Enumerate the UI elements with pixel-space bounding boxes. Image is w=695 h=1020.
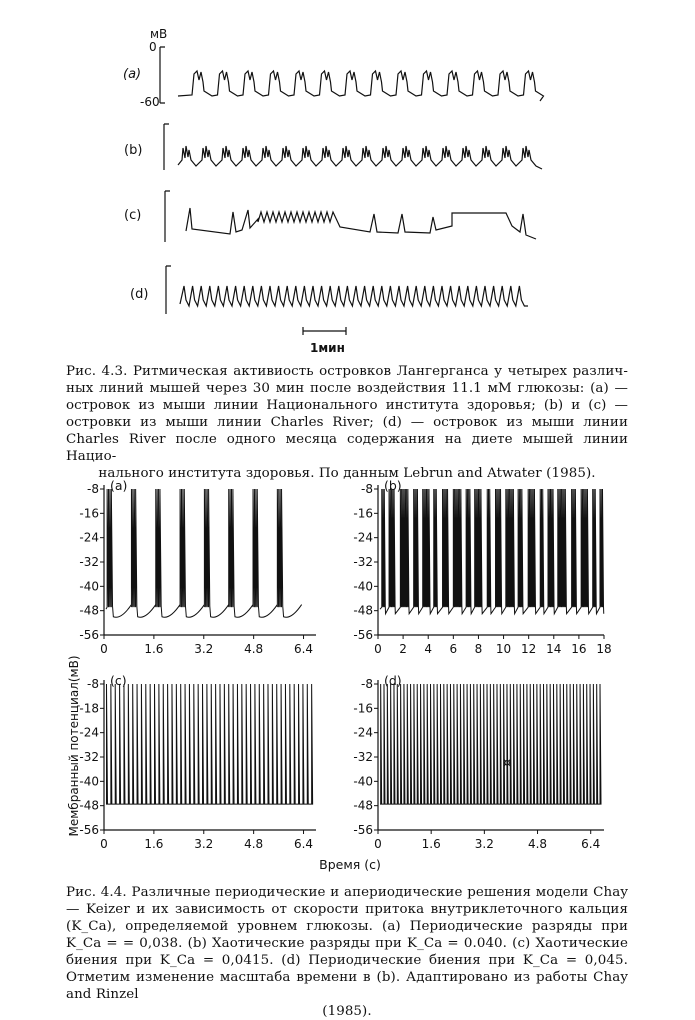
caption-4-3: [66, 363, 628, 482]
trace-d: [380, 684, 601, 804]
x-tick-label: 6.4: [293, 837, 314, 851]
trace-brackets: [160, 47, 171, 314]
y-top-label: 0: [149, 40, 157, 54]
trace-c: [106, 684, 313, 804]
trace-b: [178, 146, 542, 169]
x-tick-label: 18: [596, 642, 612, 656]
x-tick-label: 1.6: [144, 642, 164, 656]
y-tick-label: -56: [353, 823, 373, 837]
y-tick-label: -24: [353, 725, 373, 740]
y-tick-label: -48: [353, 798, 373, 813]
y-tick-label: -48: [353, 603, 373, 618]
x-tick-label: 4.8: [527, 837, 548, 851]
y-tick-label: -56: [79, 628, 99, 642]
y-axis-title: Мембранный потенциал(мВ): [67, 655, 81, 837]
caption-line: (1985).: [322, 1004, 372, 1019]
caption-line: ных линий мышей через 30 мин после воздействия 11.1 мМ глюкозы: (a) —: [66, 381, 628, 396]
x-tick-label: 2: [399, 642, 407, 656]
figure-4-3: [0, 0, 695, 360]
trace-a: [106, 489, 302, 617]
caption-line: Keizer и их зависимость от скорости притока внутриклеточного кальция: [85, 902, 628, 917]
y-tick-label: -48: [79, 798, 99, 813]
x-tick-label: 10: [495, 642, 512, 656]
x-tick-label: 4: [424, 642, 433, 656]
caption-line: при K_Ca = 0,0415. (d) Периодические биения при K_Ca = 0,045. Отметим: [66, 953, 628, 985]
y-tick-label: -8: [361, 482, 373, 496]
trace-label-a: (a): [123, 67, 142, 82]
x-tick-label: 0: [374, 642, 382, 656]
marker-symbol: ¤: [503, 756, 512, 771]
y-tick-label: -32: [79, 750, 99, 764]
trace-c: [186, 208, 536, 239]
trace-label-c: (c): [124, 208, 142, 223]
y-tick-label: -32: [79, 555, 99, 569]
y-tick-label: -56: [79, 823, 99, 837]
x-tick-label: 3.2: [194, 642, 214, 656]
x-axis-title: Время (с): [319, 857, 381, 872]
y-tick-label: -16: [353, 701, 373, 716]
panel-title: (a): [110, 478, 128, 493]
y-tick-label: -16: [353, 506, 373, 521]
panel-title: (d): [384, 673, 402, 688]
time-scale-label: 1мин: [310, 341, 345, 355]
x-tick-label: 4.8: [244, 837, 264, 851]
y-tick-label: -40: [79, 774, 99, 789]
y-tick-label: -24: [79, 530, 99, 545]
panel-title: (c): [110, 673, 127, 688]
y-tick-label: -40: [353, 774, 373, 789]
x-tick-label: 8: [474, 642, 483, 656]
x-tick-label: 1.6: [421, 837, 441, 851]
y-tick-label: -40: [353, 579, 373, 594]
x-tick-label: 6.4: [581, 837, 601, 851]
x-tick-label: 1.6: [144, 837, 164, 851]
x-tick-label: 0: [374, 837, 382, 851]
x-tick-label: 6: [449, 642, 458, 656]
figure-4-4: [0, 470, 695, 880]
trace-label-b: (b): [124, 143, 143, 158]
time-scale-bar: [303, 327, 346, 335]
y-tick-label: -18: [79, 701, 99, 716]
caption-line: нального института здоровья. По данным Lebrun and Atwater (1985).: [98, 466, 596, 481]
caption-line: островок из мыши линии Национального института здоровья; (b) и (c) —: [66, 398, 628, 413]
trace-b: [380, 489, 604, 614]
x-tick-label: 0: [100, 642, 108, 656]
x-tick-label: 0: [100, 837, 108, 851]
panel-title: (b): [384, 478, 402, 493]
x-tick-label: 6.4: [293, 642, 314, 656]
unit-label: мВ: [150, 27, 168, 41]
y-tick-label: -40: [79, 579, 99, 594]
y-tick-label: -8: [361, 677, 373, 691]
x-tick-label: 16: [571, 642, 587, 656]
caption-line: Рис. 4.3. Ритмическая активиость островков Лангерганса у четырех различ-: [66, 364, 628, 379]
x-tick-label: 4.8: [244, 642, 264, 656]
x-tick-label: 3.2: [474, 837, 494, 851]
caption-line: островки из мыши линии Charles River; (d) — островок из мыши линии: [66, 415, 628, 430]
caption-line: изменение масштаба времени в (b). Адаптировано из работы Chay and Rinzel: [66, 970, 628, 1002]
trace-d: [180, 286, 528, 306]
x-tick-label: 12: [521, 642, 537, 656]
y-tick-label: -8: [87, 482, 99, 496]
caption-line: (K_Ca), определяемой уровнем глюкозы. (a) Периодические разряды при K_Ca =: [66, 919, 628, 951]
caption-line: Рис. 4.4. Различные периодические и апериодические решения модели Chay —: [66, 885, 628, 917]
y-tick-label: -16: [79, 506, 99, 521]
trace-a: [178, 71, 544, 101]
trace-label-d: (d): [130, 287, 149, 302]
y-tick-label: -24: [353, 530, 373, 545]
y-tick-label: -32: [353, 750, 373, 764]
y-bottom-label: -60: [140, 95, 160, 109]
y-tick-label: -56: [353, 628, 373, 642]
y-tick-label: -48: [79, 603, 99, 618]
y-tick-label: -8: [87, 677, 99, 691]
y-tick-label: -32: [353, 555, 373, 569]
x-tick-label: 3.2: [194, 837, 214, 851]
y-tick-label: -24: [79, 725, 99, 740]
caption-line: Charles River после одного месяца содержания на диете мышей линии Нацио-: [66, 432, 628, 464]
caption-line: = 0,038. (b) Хаотические разряды при K_Ca = 0.040. (c) Хаотические биения: [66, 936, 628, 968]
x-tick-label: 14: [546, 642, 562, 656]
